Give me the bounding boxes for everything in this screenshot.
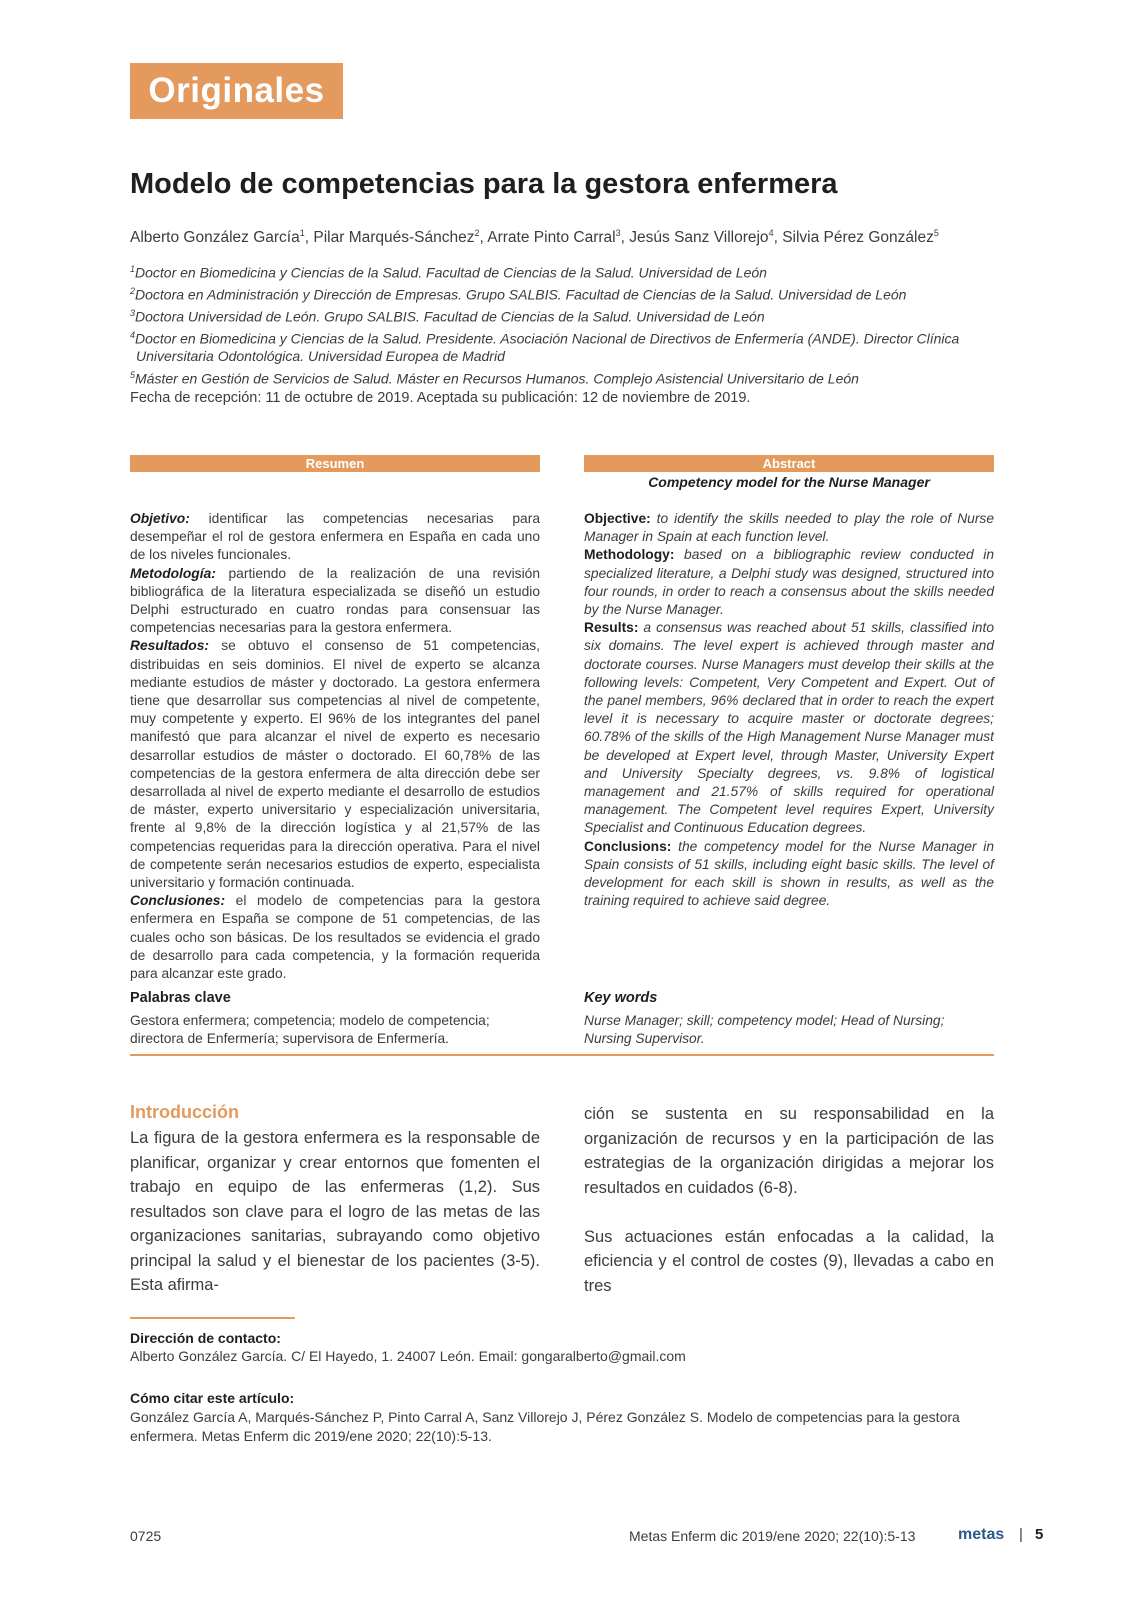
resumen-paragraph: Conclusiones: el modelo de competencias para la gestora enfermera en España se compone de 51 competencias, de las cuales ocho son básicas. De los resultados se evidencia el grado de desarrollo para cada competencia, y la formación requerida para alcanzar este grado. bbox=[130, 893, 540, 982]
page-number: 5 bbox=[1035, 1526, 1044, 1543]
author-name: Arrate Pinto Carral bbox=[487, 229, 616, 247]
contact-heading: Dirección de contacto: bbox=[130, 1330, 281, 1346]
author-affiliation-marker: 5 bbox=[933, 228, 939, 238]
affiliation: $^1$Doctor en Biomedicina y Ciencias de la Salud. Facultad de Ciencias de la Salud. Universidad de León bbox=[130, 264, 767, 281]
keywords-heading-en: Key words bbox=[584, 990, 658, 1006]
intro-text-right bbox=[584, 1102, 994, 1298]
section-tag: Originales bbox=[130, 63, 343, 119]
article-title: Modelo de competencias para la gestora enfermera bbox=[130, 168, 838, 200]
abstract-paragraph: Objective: to identify the skills needed to play the role of Nurse Manager in Spain at each function level. bbox=[584, 511, 994, 545]
author-affiliation-marker: 4 bbox=[768, 228, 774, 238]
affiliation: Universitaria Odontológica. Universidad Europea de Madrid bbox=[136, 348, 505, 365]
affiliation: $^5$Máster en Gestión de Servicios de Salud. Máster en Recursos Humanos. Complejo Asistencial Universitario de León bbox=[130, 369, 859, 387]
keywords-heading-es: Palabras clave bbox=[130, 990, 231, 1006]
author-list: Alberto González García$^1$, Pilar Marqués-Sánchez$^2$, Arrate Pinto Carral$^3$, Jesús Sanz Villorejo$^4$, Silvia Pérez González$^5$ bbox=[130, 228, 939, 247]
resumen-paragraph: Objetivo: identificar las competencias necesarias para desempeñar el rol de gestora enfermera en España en cada uno de los niveles funcionales. bbox=[130, 511, 540, 563]
affiliation: $^2$Doctora en Administración y Dirección de Empresas. Grupo SALBIS. Facultad de Ciencias de la Salud. Universidad de León bbox=[130, 285, 907, 303]
keywords-es: Gestora enfermera; competencia; modelo de competencia; directora de Enfermería; supervisora de Enfermería. bbox=[130, 1013, 490, 1047]
footer-brand-logo: metas bbox=[958, 1526, 1005, 1543]
author-affiliation-marker: 2 bbox=[474, 228, 480, 238]
affiliation: $^3$Doctora Universidad de León. Grupo SALBIS. Facultad de Ciencias de la Salud. Universidad de León bbox=[130, 307, 765, 325]
author-name: Jesús Sanz Villorejo bbox=[629, 229, 769, 247]
intro-paragraph: Sus actuaciones están enfocadas a la calidad, la eficiencia y el control de costes (9), llevadas a cabo en tres bbox=[584, 1227, 994, 1295]
footer-separator: | bbox=[1019, 1526, 1023, 1543]
author-affiliation-marker: 1 bbox=[299, 228, 305, 238]
intro-text-left bbox=[130, 1126, 540, 1298]
citation-text: González García A, Marqués-Sánchez P, Pinto Carral A, Sanz Villorejo J, Pérez González S. Modelo de competencias para la gestora enfermera. Metas Enferm dic 2019/ene 2020; 22(10):5-13. bbox=[130, 1409, 960, 1444]
resumen-paragraph: Metodología: partiendo de la realización de una revisión bibliográfica de la literatura especializada se diseñó un estudio Delphi estructurado en cuatro rondas para consensuar las competencias necesarias para la gestora enfermera. bbox=[130, 565, 540, 636]
author-name: Alberto González García bbox=[130, 229, 300, 247]
abstract-paragraph: Conclusions: the competency model for the Nurse Manager in Spain consists of 51 skills, including eight basic skills. The level of development for each skill is shown in results, as well as the training required to achieve said degree. bbox=[584, 838, 994, 909]
author-name: Silvia Pérez González bbox=[782, 229, 934, 247]
author-affiliation-marker: 3 bbox=[615, 228, 621, 238]
resumen-body bbox=[130, 510, 540, 983]
abstract-heading: Abstract bbox=[584, 455, 994, 472]
citation-heading: Cómo citar este artículo: bbox=[130, 1390, 295, 1406]
abstract-divider bbox=[130, 1054, 994, 1056]
abstract-subtitle: Competency model for the Nurse Manager bbox=[648, 474, 930, 490]
abstract-paragraph: Results: a consensus was reached about 51 skills, classified into six domains. The level expert is achieved through master and doctorate courses. Nurse Managers must develop their skills at the following levels: Competent, Very Competent and Expert. Out of the panel members, 96% declared that in order to reach the expert level it is necessary to acquire master or doctorate degrees; 60.78% of the skills of the High Management Nurse Manager must be developed at Expert level, through Master, University Expert and University Specialty degrees, vs. 9.8% of logistical management and 21.57% of skills required for operational management. The Competent level requires Expert, University Specialist and Continuous Education degrees. bbox=[584, 620, 994, 836]
introduccion-heading: Introducción bbox=[130, 1102, 239, 1122]
affiliation: $^4$Doctor en Biomedicina y Ciencias de la Salud. Presidente. Asociación Nacional de Directivos de Enfermería (ANDE). Director Clínica bbox=[130, 329, 960, 347]
abstract-paragraph: Methodology: based on a bibliographic review conducted in specialized literature, a Delphi study was designed, structured into four rounds, in order to reach a consensus about the skills needed by the Nurse Manager. bbox=[584, 547, 994, 618]
keywords-en: Nurse Manager; skill; competency model; Head of Nursing; Nursing Supervisor. bbox=[584, 1013, 945, 1047]
footer-journal: Metas Enferm dic 2019/ene 2020; 22(10):5-13 bbox=[629, 1528, 916, 1544]
resumen-paragraph: Resultados: se obtuvo el consenso de 51 competencias, distribuidas en seis dominios. El nivel de experto se alcanza mediante estudios de máster y doctorado. La gestora enfermera tiene que desarrollar sus competencias al nivel de competente, muy competente y experto. El 96% de los integrantes del panel manifestó que para alcanzar el nivel de experto es necesario desarrollar estudios de máster o doctorado. El 60,78% de las competencias de la gestora enfermera de alta dirección debe ser desarrollada al nivel de experto mediante el desarrollo de estudios de máster, experto universitario y especialización universitaria, frente al 9,8% de la dirección logística y al 21,57% de las competencias requeridas para la dirección operativa. Para el nivel de competente serán necesarios estudios de experto, especialista universitario y formación continuada. bbox=[130, 638, 540, 891]
resumen-heading: Resumen bbox=[130, 455, 540, 472]
reception-dates: Fecha de recepción: 11 de octubre de 2019. Aceptada su publicación: 12 de noviembre de 2019. bbox=[130, 390, 751, 406]
intro-paragraph: La figura de la gestora enfermera es la responsable de planificar, organizar y crear entornos que fomenten el trabajo en equipo de las enfermeras (1,2). Sus resultados son clave para el logro de las metas de las organizaciones sanitarias, subrayando como objetivo principal la salud y el bienestar de los pacientes (3-5). Esta afirma- bbox=[130, 1129, 540, 1294]
affiliation-list bbox=[130, 260, 1000, 388]
intro-paragraph: ción se sustenta en su responsabilidad en la organización de recursos y en la participación de las estrategias de la organización dirigidas a mejorar los resultados en cuidados (6-8). bbox=[584, 1105, 994, 1197]
contact-divider bbox=[130, 1317, 295, 1319]
author-name: Pilar Marqués-Sánchez bbox=[313, 229, 475, 247]
contact-text: Alberto González García. C/ El Hayedo, 1. 24007 León. Email: gongaralberto@gmail.com bbox=[130, 1348, 686, 1364]
footer-code: 0725 bbox=[130, 1528, 162, 1544]
abstract-body bbox=[584, 510, 994, 910]
